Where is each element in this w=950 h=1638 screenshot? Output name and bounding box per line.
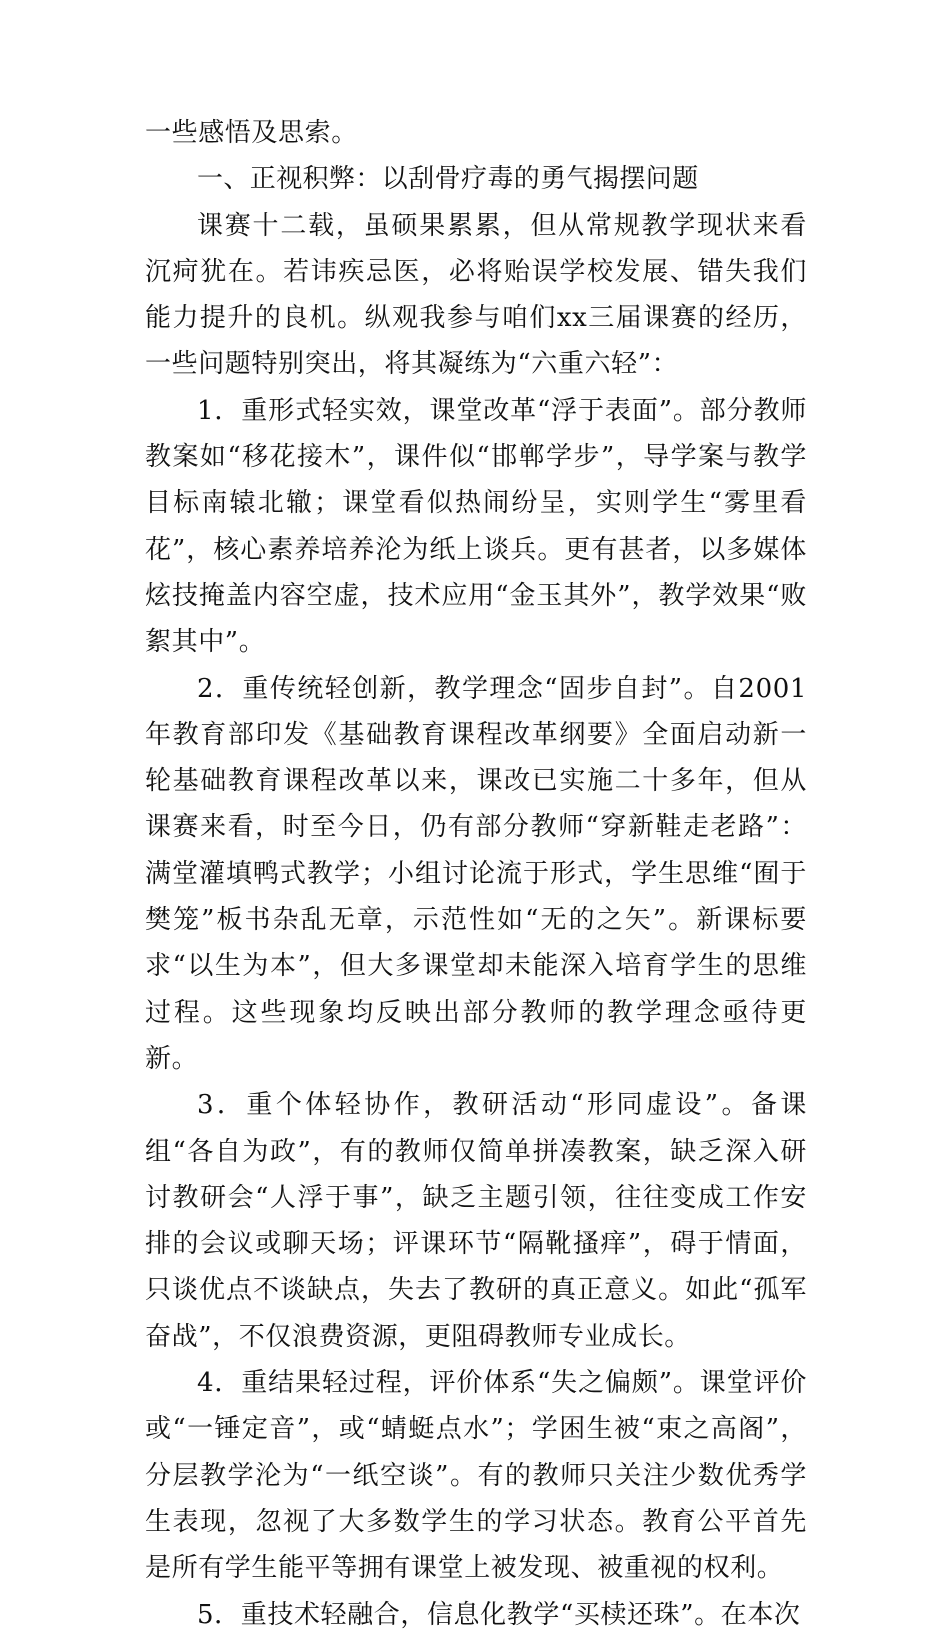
section-heading: 一、正视积弊：以刮骨疗毒的勇气揭摆问题 xyxy=(197,164,699,195)
paragraph-point-2: 2．重传统轻创新，教学理念“固步自封”。自2001年教育部印发《基础教育课程改革纲要》全面启动新一轮基础教育课程改革以来，课改已实施二十多年，但从课赛来看，时至今日，仍有部分教师“穿新鞋走老路”：满堂灌填鸭式教学；小组讨论流于形式，学生思维“囿于樊笼”板书杂乱无章，示范性如“无的之矢”。新课标要求“以生为本”，但大多课堂却未能深入培育学生的思维过程。这些现象均反映出部分教师的教学理念亟待更新。 xyxy=(145,673,807,1074)
paragraph-overview: 课赛十二载，虽硕果累累，但从常规教学现状来看沉疴犹在。若讳疾忌医，必将贻误学校发展、错失我们能力提升的良机。纵观我参与咱们xx三届课赛的经历，一些问题特别突出，将其凝练为“六重六轻”： xyxy=(145,210,807,380)
paragraph-point-4: 4．重结果轻过程，评价体系“失之偏颇”。课堂评价或“一锤定音”，或“蜻蜓点水”；学困生被“束之高阁”，分层教学沦为“一纸空谈”。有的教师只关注少数优秀学生表现，忽视了大多数学生的学习状态。教育公平首先是所有学生能平等拥有课堂上被发现、被重视的权利。 xyxy=(145,1368,807,1584)
paragraph-point-5: 5．重技术轻融合，信息化教学“买椟还珠”。在本次 xyxy=(197,1599,801,1630)
paragraph-point-3: 3．重个体轻协作，教研活动“形同虚设”。备课组“各自为政”，有的教师仅简单拼凑教案，缺乏深入研讨教研会“人浮于事”，缺乏主题引领，往往变成工作安排的会议或聊天场；评课环节“隔靴搔痒”，碍于情面，只谈优点不谈缺点，失去了教研的真正意义。如此“孤军奋战”，不仅浪费资源，更阻碍教师专业成长。 xyxy=(145,1090,807,1352)
intro-line: 一些感悟及思索。 xyxy=(145,118,358,148)
document-page xyxy=(145,110,807,1638)
paragraph-point-1: 1．重形式轻实效，课堂改革“浮于表面”。部分教师教案如“移花接木”，课件似“邯郸学步”，导学案与教学目标南辕北辙；课堂看似热闹纷呈，实则学生“雾里看花”，核心素养培养沦为纸上谈兵。更有甚者，以多媒体炫技掩盖内容空虚，技术应用“金玉其外”，教学效果“败絮其中”。 xyxy=(145,395,807,658)
